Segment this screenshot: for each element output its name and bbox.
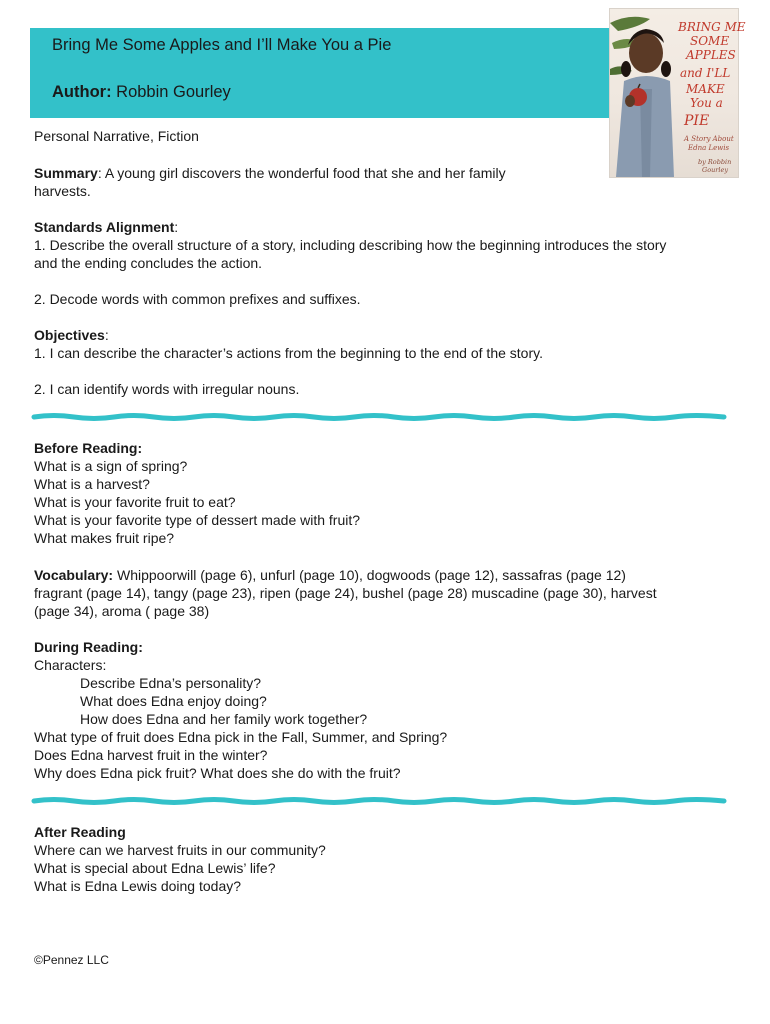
before-question: What is your favorite type of dessert made with fruit?	[34, 512, 361, 528]
during-reading-section	[34, 638, 734, 782]
vocabulary-line-1	[34, 566, 734, 584]
book-cover-image	[609, 8, 746, 178]
standards-heading	[34, 218, 734, 236]
before-question: What is your favorite fruit to eat?	[34, 494, 236, 510]
summary-section	[34, 164, 574, 200]
after-question: What is Edna Lewis doing today?	[34, 878, 242, 894]
cover-illustration	[610, 9, 746, 177]
cover-author-1: by Robbin	[698, 158, 732, 166]
during-question: What type of fruit does Edna pick in the Fall, Summer, and Spring?	[34, 729, 448, 745]
standards-item-1b: and the ending concludes the action.	[34, 255, 263, 271]
standards-item-2: 2. Decode words with common prefixes and suffixes.	[34, 291, 361, 307]
author-name: Robbin Gourley	[111, 83, 231, 101]
objectives-section	[34, 326, 734, 398]
book-title: Bring Me Some Apples and I’ll Make You a Pie	[52, 36, 392, 54]
author-line	[52, 83, 231, 102]
objectives-label: Objectives	[34, 327, 105, 343]
vocabulary-label: Vocabulary:	[34, 567, 114, 583]
character-question: What does Edna enjoy doing?	[80, 693, 267, 709]
before-question: What makes fruit ripe?	[34, 530, 175, 546]
section-divider	[34, 797, 724, 805]
before-question: What is a sign of spring?	[34, 458, 188, 474]
section-divider	[34, 413, 724, 421]
objectives-heading	[34, 326, 734, 344]
after-reading-section	[34, 823, 734, 895]
summary-label: Summary	[34, 165, 98, 181]
standards-colon: :	[174, 219, 179, 235]
cover-title-2: SOME	[690, 34, 730, 48]
objectives-item-2: 2. I can identify words with irregular nouns.	[34, 381, 300, 397]
objectives-colon: :	[104, 327, 109, 343]
characters-label: Characters:	[34, 657, 107, 673]
standards-item-1a: 1. Describe the overall structure of a story, including describing how the beginning introduces the story	[34, 237, 667, 253]
standards-label: Standards Alignment	[34, 219, 175, 235]
copyright-footer: ©Pennez LLC	[34, 953, 109, 967]
before-reading-section	[34, 439, 734, 547]
before-reading-label: Before Reading:	[34, 440, 143, 456]
vocabulary-line-2: fragrant (page 14), tangy (page 23), ripen (page 24), bushel (page 28) muscadine (page 30), harvest	[34, 585, 657, 601]
objectives-item-1: 1. I can describe the character’s actions from the beginning to the end of the story.	[34, 345, 543, 361]
after-question: Where can we harvest fruits in our community?	[34, 842, 326, 858]
character-question: How does Edna and her family work together?	[80, 711, 368, 727]
before-question: What is a harvest?	[34, 476, 150, 492]
summary-line-2: harvests.	[34, 183, 91, 199]
genre-text: Personal Narrative, Fiction	[34, 128, 199, 144]
cover-title-6: You a	[690, 96, 723, 110]
cover-subtitle-2: Edna Lewis	[688, 144, 730, 152]
summary-text: : A young girl discovers the wonderful food that she and her family	[97, 165, 506, 181]
vocabulary-line-3: (page 34), aroma ( page 38)	[34, 603, 210, 619]
character-question: Describe Edna’s personality?	[80, 675, 262, 691]
cover-title-1: BRING ME	[678, 20, 746, 34]
cover-title-4: and I'LL	[680, 66, 731, 80]
vocabulary-section	[34, 566, 734, 620]
during-question: Does Edna harvest fruit in the winter?	[34, 747, 268, 763]
vocabulary-text-1: Whippoorwill (page 6), unfurl (page 10), dogwoods (page 12), sassafras (page 12)	[113, 567, 626, 583]
author-label: Author:	[52, 83, 112, 101]
after-question: What is special about Edna Lewis’ life?	[34, 860, 276, 876]
cover-title-5: MAKE	[686, 82, 725, 96]
cover-subtitle-1: A Story About	[684, 135, 734, 143]
after-reading-label: After Reading	[34, 824, 126, 840]
cover-title-3: APPLES	[686, 48, 736, 62]
cover-author-2: Gourley	[702, 166, 728, 174]
during-reading-label: During Reading:	[34, 639, 143, 655]
standards-section	[34, 218, 734, 308]
during-question: Why does Edna pick fruit? What does she do with the fruit?	[34, 765, 401, 781]
cover-title-7: PIE	[684, 113, 710, 129]
summary-line-1	[34, 164, 574, 182]
